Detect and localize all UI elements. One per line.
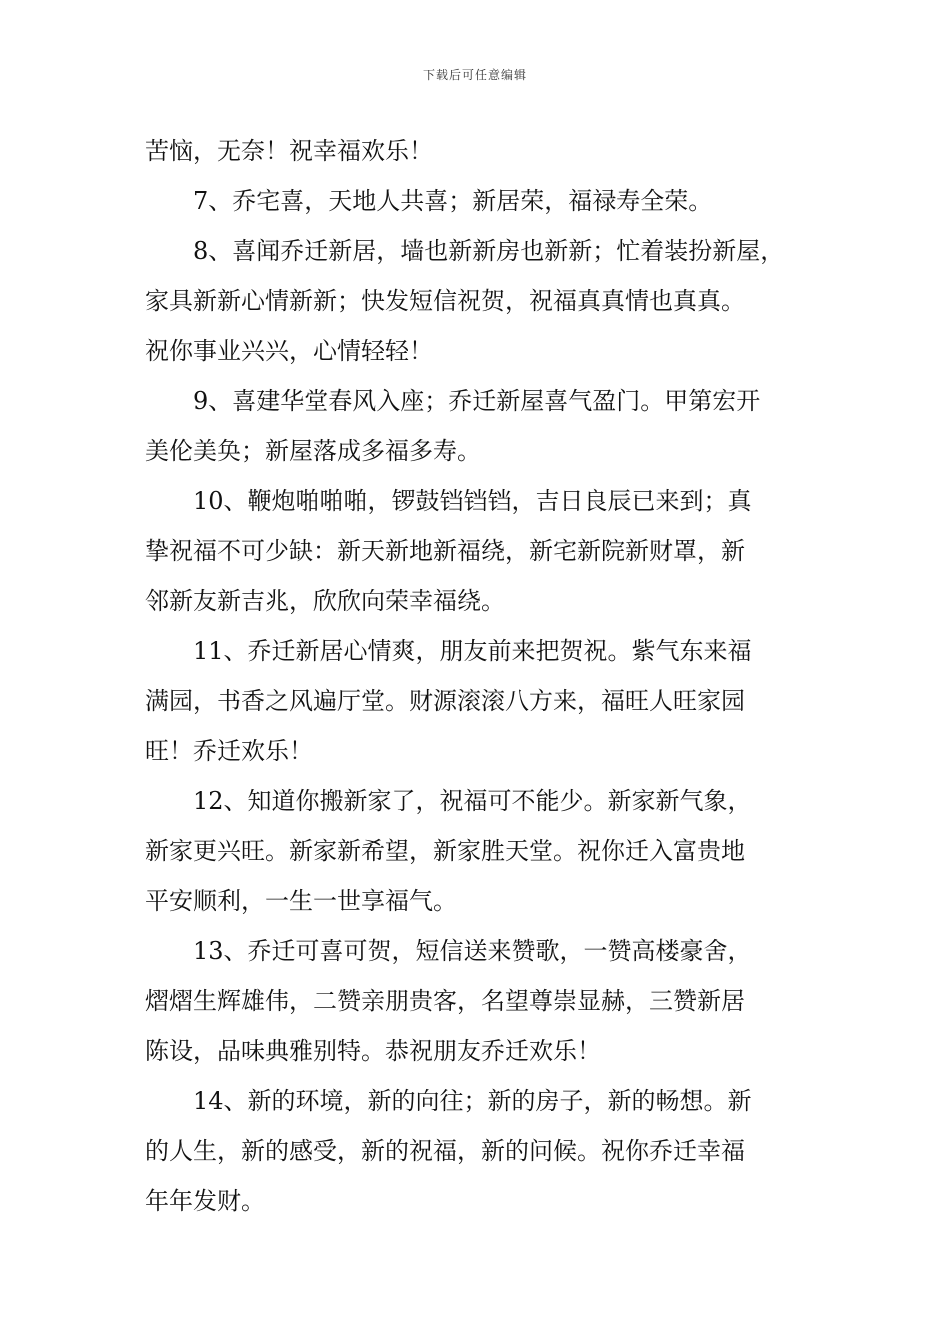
text-line: 挚祝福不可少缺：新天新地新福绕，新宅新院新财罩，新 xyxy=(145,537,745,565)
paragraph-10: 10、鞭炮啪啪啪，锣鼓铛铛铛，吉日良辰已来到；真 xyxy=(193,487,752,515)
paragraph-8: 8、喜闻乔迁新居，墙也新新房也新新；忙着装扮新屋， xyxy=(193,237,785,265)
text-line: 熠熠生辉雄伟，二赞亲朋贵客，名望尊崇显赫，三赞新居 xyxy=(145,987,745,1015)
text-line: 家具新新心情新新；快发短信祝贺，祝福真真情也真真。 xyxy=(145,287,745,315)
paragraph-14: 14、新的环境，新的向往；新的房子，新的畅想。新 xyxy=(193,1087,752,1115)
paragraph-11: 11、乔迁新居心情爽，朋友前来把贺祝。紫气东来福 xyxy=(193,637,752,665)
paragraph-9: 9、喜建华堂春风入座；乔迁新屋喜气盈门。甲第宏开 xyxy=(193,387,761,415)
text-line: 邻新友新吉兆，欣欣向荣幸福绕。 xyxy=(145,587,505,615)
text-line: 陈设，品味典雅别特。恭祝朋友乔迁欢乐！ xyxy=(145,1037,601,1065)
text-line: 苦恼，无奈！祝幸福欢乐！ xyxy=(145,137,433,165)
text-line: 满园，书香之风遍厅堂。财源滚滚八方来，福旺人旺家园 xyxy=(145,687,745,715)
text-line: 新家更兴旺。新家新希望，新家胜天堂。祝你迁入富贵地 xyxy=(145,837,745,865)
text-line: 美伦美奂；新屋落成多福多寿。 xyxy=(145,437,481,465)
text-line: 年年发财。 xyxy=(145,1187,265,1215)
page-header: 下载后可任意编辑 xyxy=(422,68,527,82)
paragraph-7: 7、乔宅喜，天地人共喜；新居荣，福禄寿全荣。 xyxy=(193,187,713,215)
paragraph-13: 13、乔迁可喜可贺，短信送来赞歌，一赞高楼豪舍， xyxy=(193,937,752,965)
text-line: 旺！乔迁欢乐！ xyxy=(145,737,313,765)
text-line: 平安顺利，一生一世享福气。 xyxy=(145,887,457,915)
text-line: 的人生，新的感受，新的祝福，新的问候。祝你乔迁幸福 xyxy=(145,1137,745,1165)
paragraph-12: 12、知道你搬新家了，祝福可不能少。新家新气象， xyxy=(193,787,752,815)
text-line: 祝你事业兴兴，心情轻轻！ xyxy=(145,337,433,365)
document-body xyxy=(145,126,810,1226)
